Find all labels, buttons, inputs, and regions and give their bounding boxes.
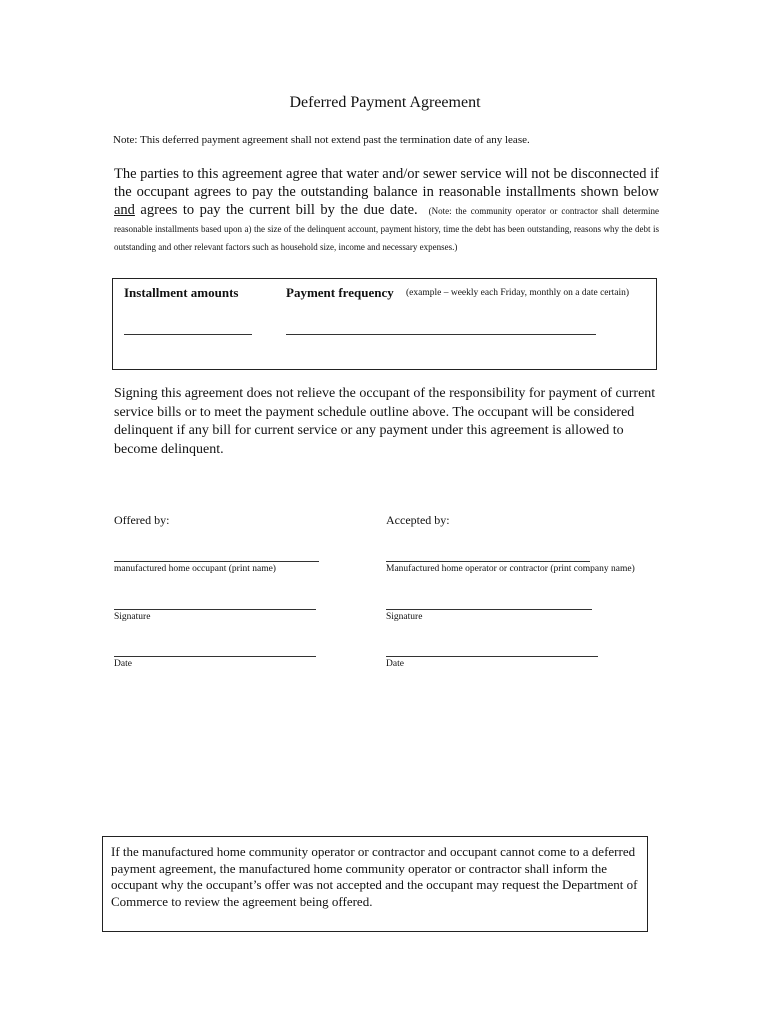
payment-frequency-label: Payment frequency <box>286 285 394 300</box>
occupant-date-caption: Date <box>114 659 132 669</box>
occupant-signature-caption: Signature <box>114 612 151 622</box>
review-notice-text: If the manufactured home community operator or contractor and occupant cannot come to a deferred payment agreement, the manufactured home community operator or contractor shall inform the occupant why the occupant’s offer was not accepted and the occupant may request the Department of Commerce to review the agreement being offered. <box>111 844 638 909</box>
payment-frequency-field[interactable] <box>286 334 596 335</box>
operator-date-caption: Date <box>386 659 404 669</box>
installment-amounts-field[interactable] <box>124 334 252 335</box>
operator-name-line[interactable] <box>386 561 590 562</box>
installment-determination-note: (Note: the community operator or contractor shall determine reasonable installments based upon a) the size of the delinquent account, payment history, time the debt has been outstanding, reasons why the debt is outstanding and other relevant factors such as household size, income and necessary expenses.) <box>114 206 659 252</box>
installment-amounts-label: Installment amounts <box>124 285 239 300</box>
delinquency-paragraph: Signing this agreement does not relieve the occupant of the responsibility for payment of current service bills or to meet the payment schedule outline above. The occupant will be considered delinquent if any bill for current service or any payment under this agreement is allowed to become delinquent. <box>114 386 656 457</box>
agreement-paragraph <box>114 165 659 255</box>
operator-signature-line[interactable] <box>386 609 592 610</box>
lease-note: Note: This deferred payment agreement shall not extend past the termination date of any lease. <box>113 134 530 146</box>
accepted-by-label: Accepted by: <box>386 513 450 527</box>
operator-name-caption: Manufactured home operator or contractor (print company name) <box>386 564 635 574</box>
operator-date-line[interactable] <box>386 656 598 657</box>
payment-frequency-example: (example – weekly each Friday, monthly on a date certain) <box>406 288 630 298</box>
agreement-text-before: The parties to this agreement agree that water and/or sewer service will not be disconnected if the occupant agrees to pay the outstanding balance in reasonable installments shown below <box>114 166 659 200</box>
offered-by-label: Offered by: <box>114 513 170 527</box>
occupant-date-line[interactable] <box>114 656 316 657</box>
agreement-text-after: agrees to pay the current bill by the due date. <box>134 202 418 218</box>
operator-signature-caption: Signature <box>386 612 423 622</box>
document-title: Deferred Payment Agreement <box>289 94 481 111</box>
agreement-text-underlined: and <box>114 202 135 218</box>
occupant-name-caption: manufactured home occupant (print name) <box>114 564 276 574</box>
occupant-name-line[interactable] <box>114 561 319 562</box>
occupant-signature-line[interactable] <box>114 609 316 610</box>
